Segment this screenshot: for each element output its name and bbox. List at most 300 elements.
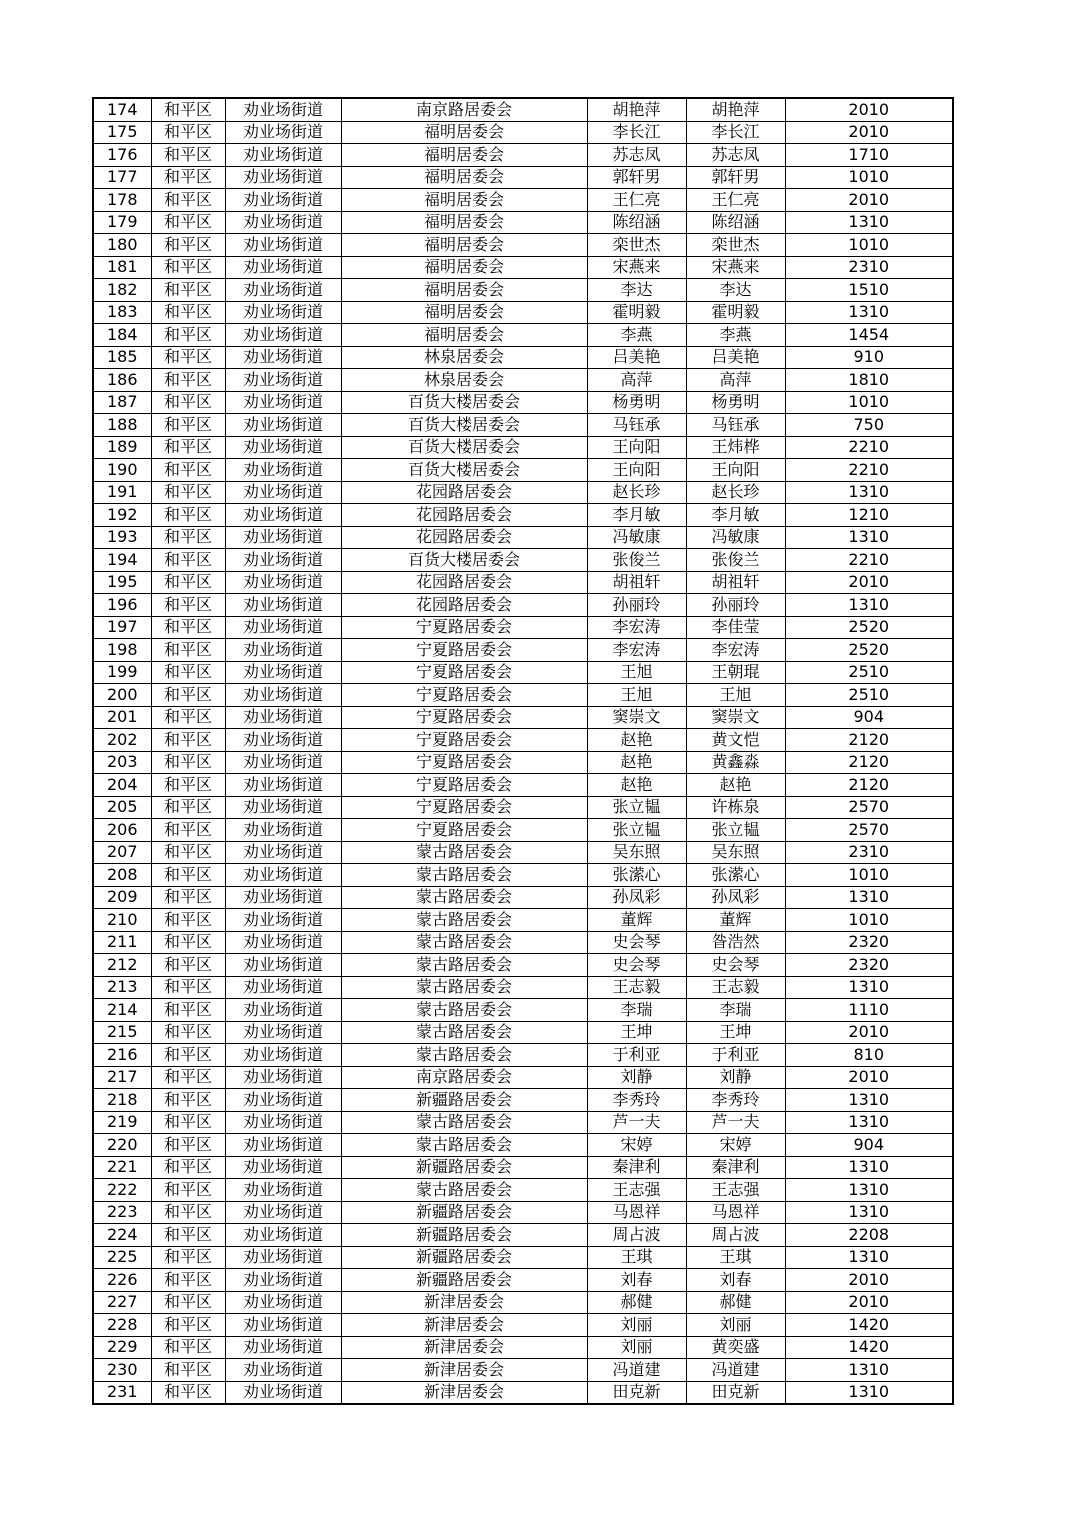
- member-cell: 于利亚: [686, 1044, 785, 1067]
- committee-cell: 宁夏路居委会: [341, 751, 587, 774]
- amount-cell: 1310: [785, 1381, 953, 1404]
- member-cell: 宋婷: [686, 1134, 785, 1157]
- table-row: [93, 999, 953, 1022]
- member-cell: 黄文恺: [686, 729, 785, 752]
- member-cell: 孙凤彩: [686, 886, 785, 909]
- street-cell: 劝业场街道: [225, 234, 341, 257]
- street-cell: 劝业场街道: [225, 98, 341, 121]
- member-cell: 王向阳: [686, 459, 785, 482]
- applicant-cell: 李达: [587, 279, 686, 302]
- row-number-cell: 181: [93, 256, 151, 279]
- row-number-cell: 187: [93, 391, 151, 414]
- member-cell: 赵艳: [686, 774, 785, 797]
- district-cell: 和平区: [151, 571, 225, 594]
- street-cell: 劝业场街道: [225, 346, 341, 369]
- amount-cell: 2010: [785, 571, 953, 594]
- amount-cell: 2010: [785, 1021, 953, 1044]
- committee-cell: 福明居委会: [341, 256, 587, 279]
- committee-cell: 蒙古路居委会: [341, 886, 587, 909]
- applicant-cell: 吴东照: [587, 841, 686, 864]
- street-cell: 劝业场街道: [225, 909, 341, 932]
- committee-cell: 新疆路居委会: [341, 1224, 587, 1247]
- committee-cell: 宁夏路居委会: [341, 729, 587, 752]
- street-cell: 劝业场街道: [225, 684, 341, 707]
- member-cell: 王旭: [686, 684, 785, 707]
- applicant-cell: 杨勇明: [587, 391, 686, 414]
- committee-cell: 百货大楼居委会: [341, 391, 587, 414]
- member-cell: 陈绍涵: [686, 211, 785, 234]
- table-row: [93, 1201, 953, 1224]
- member-cell: 王仁亮: [686, 189, 785, 212]
- street-cell: 劝业场街道: [225, 1224, 341, 1247]
- member-cell: 史会琴: [686, 954, 785, 977]
- table-row: [93, 841, 953, 864]
- district-cell: 和平区: [151, 684, 225, 707]
- table-row: [93, 796, 953, 819]
- table-row: [93, 1246, 953, 1269]
- committee-cell: 福明居委会: [341, 189, 587, 212]
- amount-cell: 1010: [785, 864, 953, 887]
- amount-cell: 1310: [785, 301, 953, 324]
- district-cell: 和平区: [151, 1291, 225, 1314]
- member-cell: 赵长珍: [686, 481, 785, 504]
- applicant-cell: 马恩祥: [587, 1201, 686, 1224]
- applicant-cell: 王志强: [587, 1179, 686, 1202]
- applicant-cell: 李燕: [587, 324, 686, 347]
- applicant-cell: 孙凤彩: [587, 886, 686, 909]
- row-number-cell: 219: [93, 1111, 151, 1134]
- table-row: [93, 976, 953, 999]
- applicant-cell: 赵艳: [587, 774, 686, 797]
- street-cell: 劝业场街道: [225, 616, 341, 639]
- row-number-cell: 223: [93, 1201, 151, 1224]
- row-number-cell: 193: [93, 526, 151, 549]
- table-row: [93, 1381, 953, 1404]
- committee-cell: 蒙古路居委会: [341, 1111, 587, 1134]
- row-number-cell: 175: [93, 121, 151, 144]
- district-cell: 和平区: [151, 234, 225, 257]
- street-cell: 劝业场街道: [225, 1111, 341, 1134]
- table-body: [93, 98, 953, 1404]
- street-cell: 劝业场街道: [225, 1179, 341, 1202]
- street-cell: 劝业场街道: [225, 459, 341, 482]
- table-row: [93, 459, 953, 482]
- amount-cell: 1310: [785, 886, 953, 909]
- amount-cell: 2520: [785, 616, 953, 639]
- committee-cell: 福明居委会: [341, 279, 587, 302]
- table-row: [93, 1089, 953, 1112]
- member-cell: 王琪: [686, 1246, 785, 1269]
- member-cell: 高萍: [686, 369, 785, 392]
- member-cell: 王朝琨: [686, 661, 785, 684]
- applicant-cell: 刘丽: [587, 1314, 686, 1337]
- committee-cell: 蒙古路居委会: [341, 1179, 587, 1202]
- table-row: [93, 189, 953, 212]
- row-number-cell: 188: [93, 414, 151, 437]
- table-row: [93, 1156, 953, 1179]
- applicant-cell: 李月敏: [587, 504, 686, 527]
- amount-cell: 1010: [785, 234, 953, 257]
- street-cell: 劝业场街道: [225, 931, 341, 954]
- committee-cell: 南京路居委会: [341, 98, 587, 121]
- applicant-cell: 史会琴: [587, 931, 686, 954]
- district-cell: 和平区: [151, 279, 225, 302]
- district-cell: 和平区: [151, 166, 225, 189]
- row-number-cell: 199: [93, 661, 151, 684]
- committee-cell: 南京路居委会: [341, 1066, 587, 1089]
- member-cell: 王炜桦: [686, 436, 785, 459]
- row-number-cell: 198: [93, 639, 151, 662]
- member-cell: 胡祖轩: [686, 571, 785, 594]
- district-cell: 和平区: [151, 346, 225, 369]
- district-cell: 和平区: [151, 121, 225, 144]
- street-cell: 劝业场街道: [225, 1044, 341, 1067]
- district-cell: 和平区: [151, 459, 225, 482]
- street-cell: 劝业场街道: [225, 594, 341, 617]
- row-number-cell: 194: [93, 549, 151, 572]
- district-cell: 和平区: [151, 774, 225, 797]
- district-cell: 和平区: [151, 256, 225, 279]
- amount-cell: 1420: [785, 1314, 953, 1337]
- table-row: [93, 1314, 953, 1337]
- applicant-cell: 陈绍涵: [587, 211, 686, 234]
- street-cell: 劝业场街道: [225, 1246, 341, 1269]
- row-number-cell: 221: [93, 1156, 151, 1179]
- row-number-cell: 220: [93, 1134, 151, 1157]
- district-cell: 和平区: [151, 301, 225, 324]
- street-cell: 劝业场街道: [225, 954, 341, 977]
- street-cell: 劝业场街道: [225, 1156, 341, 1179]
- committee-cell: 花园路居委会: [341, 481, 587, 504]
- district-cell: 和平区: [151, 1359, 225, 1382]
- member-cell: 田克新: [686, 1381, 785, 1404]
- applicant-cell: 霍明毅: [587, 301, 686, 324]
- district-cell: 和平区: [151, 1044, 225, 1067]
- row-number-cell: 204: [93, 774, 151, 797]
- table-row: [93, 1134, 953, 1157]
- street-cell: 劝业场街道: [225, 729, 341, 752]
- district-cell: 和平区: [151, 1381, 225, 1404]
- street-cell: 劝业场街道: [225, 1021, 341, 1044]
- district-cell: 和平区: [151, 751, 225, 774]
- applicant-cell: 孙丽玲: [587, 594, 686, 617]
- district-cell: 和平区: [151, 211, 225, 234]
- table-row: [93, 369, 953, 392]
- district-cell: 和平区: [151, 1066, 225, 1089]
- table-row: [93, 391, 953, 414]
- applicant-cell: 田克新: [587, 1381, 686, 1404]
- table-row: [93, 616, 953, 639]
- applicant-cell: 宋燕来: [587, 256, 686, 279]
- member-cell: 许栋泉: [686, 796, 785, 819]
- table-row: [93, 504, 953, 527]
- amount-cell: 750: [785, 414, 953, 437]
- member-cell: 黄奕盛: [686, 1336, 785, 1359]
- amount-cell: 1310: [785, 481, 953, 504]
- amount-cell: 2010: [785, 121, 953, 144]
- street-cell: 劝业场街道: [225, 166, 341, 189]
- row-number-cell: 208: [93, 864, 151, 887]
- amount-cell: 904: [785, 706, 953, 729]
- row-number-cell: 231: [93, 1381, 151, 1404]
- committee-cell: 林泉居委会: [341, 369, 587, 392]
- amount-cell: 1010: [785, 391, 953, 414]
- member-cell: 宋燕来: [686, 256, 785, 279]
- committee-cell: 花园路居委会: [341, 504, 587, 527]
- district-cell: 和平区: [151, 864, 225, 887]
- member-cell: 王坤: [686, 1021, 785, 1044]
- row-number-cell: 211: [93, 931, 151, 954]
- row-number-cell: 229: [93, 1336, 151, 1359]
- amount-cell: 1110: [785, 999, 953, 1022]
- member-cell: 栾世杰: [686, 234, 785, 257]
- committee-cell: 百货大楼居委会: [341, 549, 587, 572]
- committee-cell: 福明居委会: [341, 211, 587, 234]
- member-cell: 郝健: [686, 1291, 785, 1314]
- member-cell: 周占波: [686, 1224, 785, 1247]
- member-cell: 李长江: [686, 121, 785, 144]
- applicant-cell: 刘静: [587, 1066, 686, 1089]
- applicant-cell: 王向阳: [587, 459, 686, 482]
- amount-cell: 2010: [785, 1291, 953, 1314]
- committee-cell: 福明居委会: [341, 234, 587, 257]
- applicant-cell: 刘丽: [587, 1336, 686, 1359]
- street-cell: 劝业场街道: [225, 864, 341, 887]
- committee-cell: 新津居委会: [341, 1291, 587, 1314]
- row-number-cell: 190: [93, 459, 151, 482]
- street-cell: 劝业场街道: [225, 751, 341, 774]
- member-cell: 霍明毅: [686, 301, 785, 324]
- street-cell: 劝业场街道: [225, 324, 341, 347]
- member-cell: 刘丽: [686, 1314, 785, 1337]
- district-cell: 和平区: [151, 1134, 225, 1157]
- table-row: [93, 526, 953, 549]
- district-cell: 和平区: [151, 1314, 225, 1337]
- district-cell: 和平区: [151, 909, 225, 932]
- member-cell: 董辉: [686, 909, 785, 932]
- table-row: [93, 751, 953, 774]
- committee-cell: 百货大楼居委会: [341, 436, 587, 459]
- row-number-cell: 205: [93, 796, 151, 819]
- district-cell: 和平区: [151, 526, 225, 549]
- committee-cell: 新疆路居委会: [341, 1269, 587, 1292]
- district-cell: 和平区: [151, 999, 225, 1022]
- row-number-cell: 218: [93, 1089, 151, 1112]
- applicant-cell: 胡祖轩: [587, 571, 686, 594]
- committee-cell: 新津居委会: [341, 1381, 587, 1404]
- street-cell: 劝业场街道: [225, 481, 341, 504]
- applicant-cell: 郭轩男: [587, 166, 686, 189]
- table-row: [93, 1111, 953, 1134]
- committee-cell: 蒙古路居委会: [341, 976, 587, 999]
- table-row: [93, 1359, 953, 1382]
- row-number-cell: 213: [93, 976, 151, 999]
- member-cell: 张俊兰: [686, 549, 785, 572]
- table-row: [93, 909, 953, 932]
- member-cell: 昝浩然: [686, 931, 785, 954]
- committee-cell: 蒙古路居委会: [341, 931, 587, 954]
- applicant-cell: 王坤: [587, 1021, 686, 1044]
- row-number-cell: 224: [93, 1224, 151, 1247]
- committee-cell: 宁夏路居委会: [341, 796, 587, 819]
- street-cell: 劝业场街道: [225, 211, 341, 234]
- row-number-cell: 200: [93, 684, 151, 707]
- street-cell: 劝业场街道: [225, 796, 341, 819]
- district-cell: 和平区: [151, 436, 225, 459]
- applicant-cell: 吕美艳: [587, 346, 686, 369]
- table-row: [93, 436, 953, 459]
- amount-cell: 1310: [785, 594, 953, 617]
- row-number-cell: 203: [93, 751, 151, 774]
- table-row: [93, 1179, 953, 1202]
- applicant-cell: 冯敏康: [587, 526, 686, 549]
- street-cell: 劝业场街道: [225, 414, 341, 437]
- row-number-cell: 206: [93, 819, 151, 842]
- table-row: [93, 1336, 953, 1359]
- applicant-cell: 王仁亮: [587, 189, 686, 212]
- district-cell: 和平区: [151, 324, 225, 347]
- amount-cell: 1420: [785, 1336, 953, 1359]
- amount-cell: 1310: [785, 1359, 953, 1382]
- applicant-cell: 李长江: [587, 121, 686, 144]
- row-number-cell: 212: [93, 954, 151, 977]
- amount-cell: 1510: [785, 279, 953, 302]
- district-cell: 和平区: [151, 1269, 225, 1292]
- committee-cell: 蒙古路居委会: [341, 864, 587, 887]
- street-cell: 劝业场街道: [225, 301, 341, 324]
- member-cell: 孙丽玲: [686, 594, 785, 617]
- street-cell: 劝业场街道: [225, 976, 341, 999]
- district-cell: 和平区: [151, 98, 225, 121]
- amount-cell: 2520: [785, 639, 953, 662]
- row-number-cell: 196: [93, 594, 151, 617]
- district-cell: 和平区: [151, 616, 225, 639]
- street-cell: 劝业场街道: [225, 144, 341, 167]
- applicant-cell: 冯道建: [587, 1359, 686, 1382]
- member-cell: 郭轩男: [686, 166, 785, 189]
- applicant-cell: 赵艳: [587, 751, 686, 774]
- member-cell: 李宏涛: [686, 639, 785, 662]
- amount-cell: 1810: [785, 369, 953, 392]
- table-row: [93, 144, 953, 167]
- row-number-cell: 195: [93, 571, 151, 594]
- table-row: [93, 571, 953, 594]
- district-cell: 和平区: [151, 391, 225, 414]
- amount-cell: 2210: [785, 436, 953, 459]
- applicant-cell: 赵艳: [587, 729, 686, 752]
- member-cell: 王志强: [686, 1179, 785, 1202]
- committee-cell: 新津居委会: [341, 1359, 587, 1382]
- committee-cell: 蒙古路居委会: [341, 1044, 587, 1067]
- district-cell: 和平区: [151, 189, 225, 212]
- amount-cell: 1310: [785, 211, 953, 234]
- row-number-cell: 222: [93, 1179, 151, 1202]
- member-cell: 李瑞: [686, 999, 785, 1022]
- amount-cell: 1310: [785, 1201, 953, 1224]
- committee-cell: 花园路居委会: [341, 526, 587, 549]
- table-row: [93, 639, 953, 662]
- table-row: [93, 886, 953, 909]
- district-cell: 和平区: [151, 504, 225, 527]
- amount-cell: 1310: [785, 1089, 953, 1112]
- row-number-cell: 191: [93, 481, 151, 504]
- district-cell: 和平区: [151, 841, 225, 864]
- street-cell: 劝业场街道: [225, 279, 341, 302]
- district-cell: 和平区: [151, 886, 225, 909]
- member-cell: 张立韫: [686, 819, 785, 842]
- row-number-cell: 230: [93, 1359, 151, 1382]
- amount-cell: 2208: [785, 1224, 953, 1247]
- table-row: [93, 481, 953, 504]
- row-number-cell: 183: [93, 301, 151, 324]
- table-row: [93, 166, 953, 189]
- district-cell: 和平区: [151, 1224, 225, 1247]
- district-cell: 和平区: [151, 1089, 225, 1112]
- applicant-cell: 王向阳: [587, 436, 686, 459]
- row-number-cell: 202: [93, 729, 151, 752]
- committee-cell: 百货大楼居委会: [341, 414, 587, 437]
- committee-cell: 宁夏路居委会: [341, 684, 587, 707]
- table-row: [93, 931, 953, 954]
- amount-cell: 1310: [785, 1179, 953, 1202]
- committee-cell: 福明居委会: [341, 166, 587, 189]
- member-cell: 窦崇文: [686, 706, 785, 729]
- amount-cell: 2010: [785, 1066, 953, 1089]
- committee-cell: 宁夏路居委会: [341, 639, 587, 662]
- amount-cell: 904: [785, 1134, 953, 1157]
- district-cell: 和平区: [151, 729, 225, 752]
- district-cell: 和平区: [151, 639, 225, 662]
- street-cell: 劝业场街道: [225, 549, 341, 572]
- district-cell: 和平区: [151, 144, 225, 167]
- member-cell: 刘静: [686, 1066, 785, 1089]
- committee-cell: 新疆路居委会: [341, 1156, 587, 1179]
- committee-cell: 宁夏路居委会: [341, 661, 587, 684]
- street-cell: 劝业场街道: [225, 189, 341, 212]
- row-number-cell: 177: [93, 166, 151, 189]
- member-cell: 刘春: [686, 1269, 785, 1292]
- applicant-cell: 张立韫: [587, 796, 686, 819]
- amount-cell: 1210: [785, 504, 953, 527]
- member-cell: 马钰承: [686, 414, 785, 437]
- district-cell: 和平区: [151, 369, 225, 392]
- amount-cell: 2310: [785, 841, 953, 864]
- amount-cell: 2570: [785, 819, 953, 842]
- amount-cell: 2120: [785, 729, 953, 752]
- table-row: [93, 1066, 953, 1089]
- row-number-cell: 217: [93, 1066, 151, 1089]
- district-cell: 和平区: [151, 1179, 225, 1202]
- committee-cell: 蒙古路居委会: [341, 1134, 587, 1157]
- applicant-cell: 王志毅: [587, 976, 686, 999]
- committee-cell: 百货大楼居委会: [341, 459, 587, 482]
- row-number-cell: 178: [93, 189, 151, 212]
- applicant-cell: 窦崇文: [587, 706, 686, 729]
- table-row: [93, 594, 953, 617]
- amount-cell: 1310: [785, 1246, 953, 1269]
- applicant-cell: 赵长珍: [587, 481, 686, 504]
- row-number-cell: 197: [93, 616, 151, 639]
- row-number-cell: 185: [93, 346, 151, 369]
- street-cell: 劝业场街道: [225, 526, 341, 549]
- row-number-cell: 184: [93, 324, 151, 347]
- table-row: [93, 324, 953, 347]
- applicant-cell: 李瑞: [587, 999, 686, 1022]
- amount-cell: 1710: [785, 144, 953, 167]
- member-cell: 张潆心: [686, 864, 785, 887]
- district-cell: 和平区: [151, 661, 225, 684]
- member-cell: 杨勇明: [686, 391, 785, 414]
